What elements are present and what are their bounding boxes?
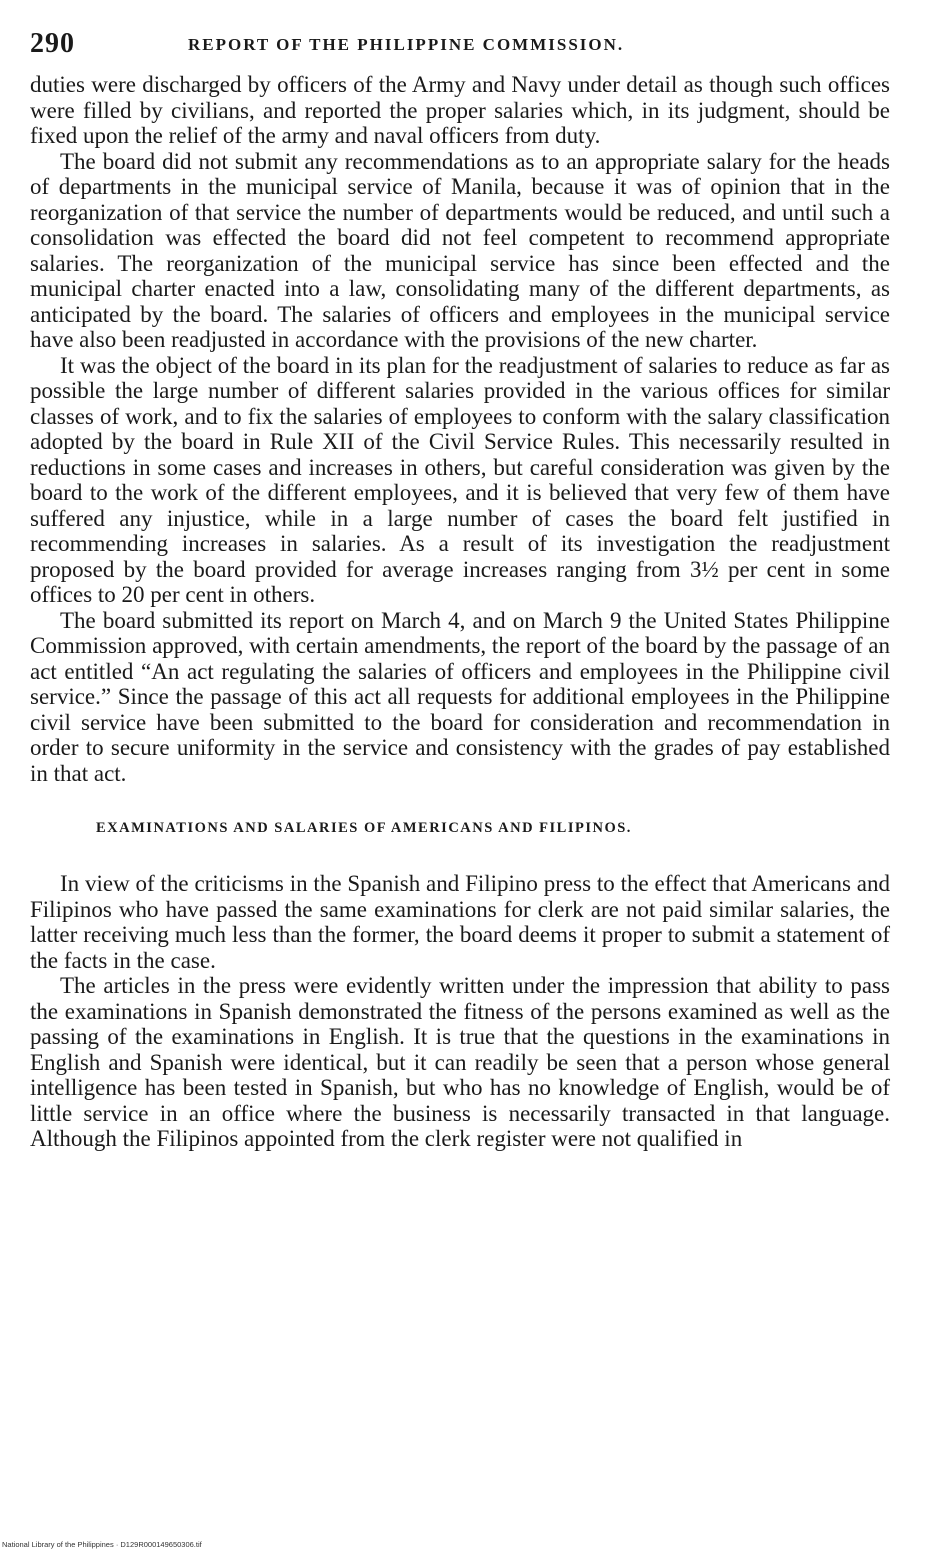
paragraph: The board submitted its report on March 4, and on March 9 the United States Philippine Commission approved, with certain amendments, the report of the board by the passage of an act entitled “An act regulating the salaries of officers and employees in the Philippine civil service.” Since the passage of this act all requests for additional employees in the Philippine civil service have been submitted to the board for consideration and recommendation in order to secure uniformity in the service and consistency with the grades of pay established in that act. — [30, 607, 890, 786]
paragraph: It was the object of the board in its plan for the readjustment of salaries to reduce as far as possible the large number of different salaries provided in the various offices for similar classes of work, and to fix the salaries of employees to conform with the salary classification adopted by the board in Rule XII of the Civil Service Rules. This necessarily resulted in reductions in some cases and increases in others, but careful consideration was given by the board to the work of the different employees, and it is believed that very few of them have suffered any injustice, while in a large number of cases the board felt justified in recommending increases in salaries. As a result of its investigation the readjustment proposed by the board provided for average increases ranging from 3½ per cent in some offices to 20 per cent in others. — [30, 352, 890, 607]
paragraph: duties were discharged by officers of the Army and Navy under detail as though such offices were filled by civilians, and reported the proper salaries which, in its judgment, should be fixed upon the relief of the army and naval officers from duty. — [30, 72, 890, 148]
section-heading: EXAMINATIONS AND SALARIES OF AMERICANS AND FILIPINOS. — [96, 820, 632, 836]
document-page — [30, 24, 890, 1152]
scan-footer: National Library of the Philippines · D129R000149650306.tif — [2, 1540, 202, 1549]
paragraph: The articles in the press were evidently written under the impression that ability to pass the examinations in Spanish demonstrated the fitness of the persons examined as well as the passing of the examinations in English. It is true that the questions in the examinations in English and Spanish were identical, but it can readily be seen that a person whose general intelligence has been tested in Spanish, but who has no knowledge of English, would be of little service in an office where the business is necessarily transacted in that language. Although the Filipinos appointed from the clerk register were not qualified in — [30, 973, 890, 1151]
page-number: 290 — [30, 28, 75, 59]
paragraph: The board did not submit any recommendations as to an appropriate salary for the heads of departments in the municipal service of Manila, because it was of opinion that in the reorganization of that service the number of departments would be reduced, and until such a consolidation was effected the board did not feel competent to recommend appropriate salaries. The reorganization of the municipal service has since been effected and the municipal charter enacted into a law, consolidating many of the different departments, as anticipated by the board. The salaries of officers and employees in the municipal service have also been readjusted in accordance with the provisions of the new charter. — [30, 148, 890, 352]
page-header — [30, 24, 890, 72]
paragraph: In view of the criticisms in the Spanish and Filipino press to the effect that Americans and Filipinos who have passed the same examinations for clerk are not paid similar salaries, the latter receiving much less than the former, the board deems it proper to submit a statement of the facts in the case. — [30, 871, 890, 973]
running-head: REPORT OF THE PHILIPPINE COMMISSION. — [188, 35, 625, 54]
